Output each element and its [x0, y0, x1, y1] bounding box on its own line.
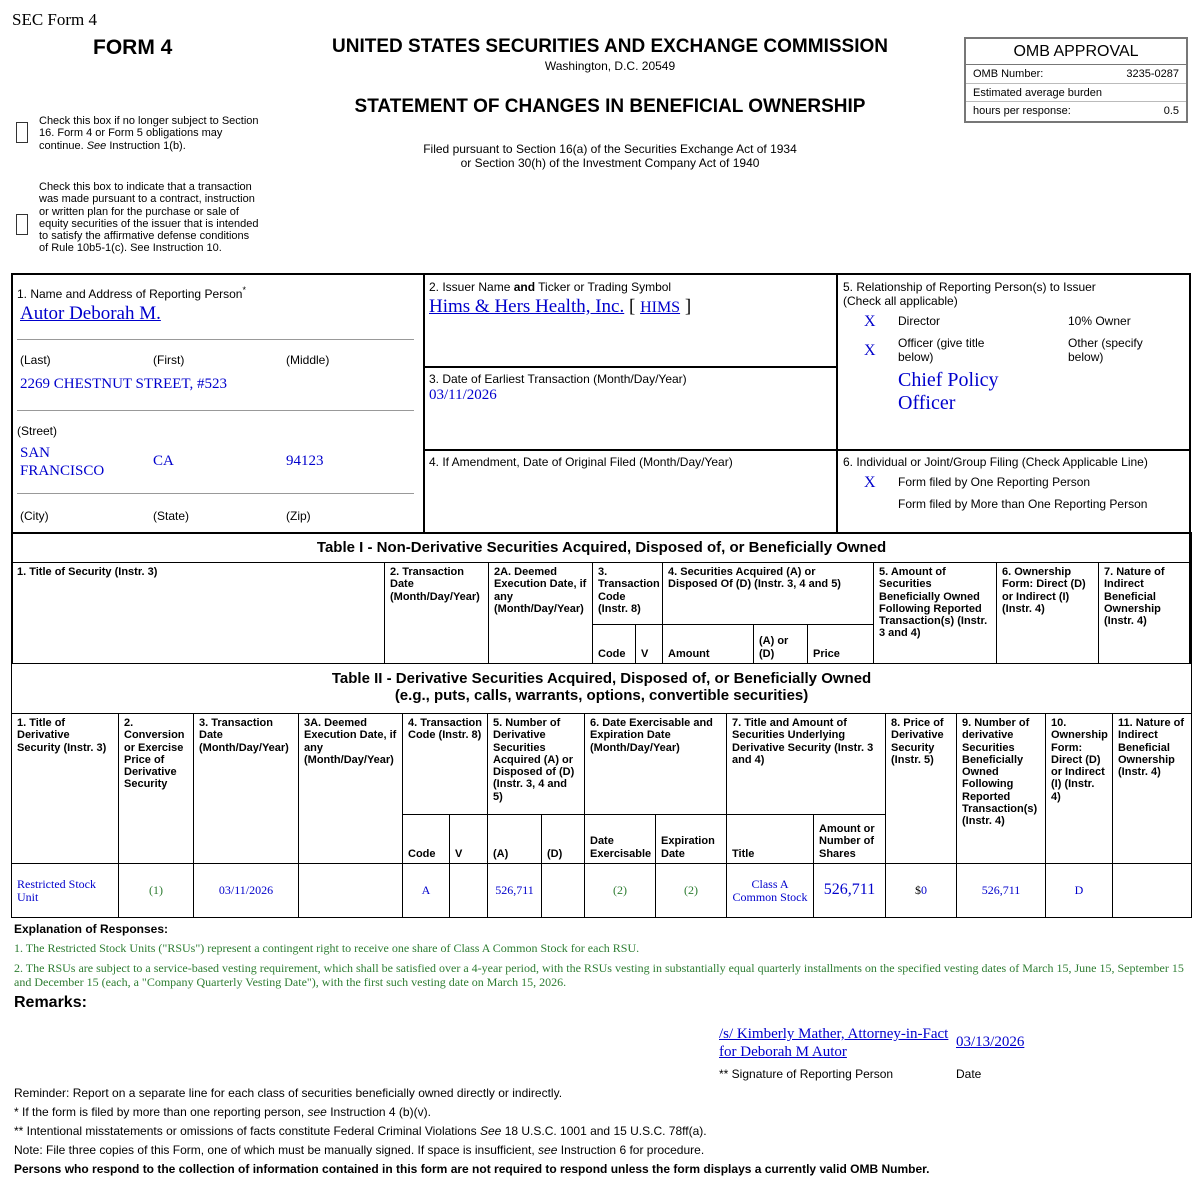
section16-text-main: Check this box if no longer subject to Section 16. Form 4 or Form 5 obligations may continue. — [39, 115, 259, 152]
box5-label — [843, 280, 1096, 308]
row-price — [886, 864, 957, 918]
signature-label: ** Signature of Reporting Person — [719, 1067, 894, 1081]
remarks-heading: Remarks: — [14, 994, 87, 1011]
rule10b5-text: Check this box to indicate that a transaction was made pursuant to a contract, instruction or written plan for the purchase or sale of equity securities of the issuer that is intended to satisfy the affirmative defense conditions of Rule 10b5-1(c). See Instruction 10. — [39, 181, 259, 255]
footer-note-3-see: see — [538, 1143, 558, 1157]
row-transaction-date: 03/11/2026 — [194, 864, 299, 918]
box2-label-and: and — [513, 280, 536, 294]
box1-asterisk: * — [242, 285, 246, 295]
one-person-mark[interactable]: X — [864, 474, 876, 491]
table1-sub-price: Price — [808, 625, 874, 664]
table2-sub-title: Title — [727, 815, 814, 864]
divider-col-2 — [836, 273, 838, 532]
table2-header-price: 8. Price of Derivative Security (Instr. 5) — [886, 714, 957, 864]
table-1 — [11, 532, 1192, 664]
state-value: CA — [153, 453, 174, 469]
section16-checkbox[interactable] — [16, 122, 28, 143]
signature-date-label: Date — [956, 1067, 982, 1081]
officer-title-value: Chief Policy Officer — [898, 369, 999, 414]
table2-header-code: 4. Transaction Code (Instr. 8) — [403, 714, 488, 815]
table2-header-exercisable: 6. Date Exercisable and Expiration Date (Month/Day/Year) — [585, 714, 727, 815]
table2-header-number: 5. Number of Derivative Securities Acquired (A) or Disposed of (D) (Instr. 3, 4 and 5) — [488, 714, 585, 815]
box1-label-text: 1. Name and Address of Reporting Person — [17, 287, 243, 301]
table1-sub-v: V — [636, 625, 663, 664]
section16-instruction: Instruction 1(b). — [109, 139, 186, 152]
row-code: A — [403, 864, 450, 918]
row-expiration-footnote: (2) — [656, 864, 727, 918]
table1-sub-amount: Amount — [663, 625, 754, 664]
footer-note-3-text: Note: File three copies of this Form, one of which must be manually signed. If space is insufficient, — [14, 1143, 535, 1157]
table2-sub-expiration: Expiration Date — [656, 815, 727, 864]
ticker-bracket-open: [ — [628, 296, 636, 317]
omb-number-row — [966, 65, 1186, 83]
footer-note-3-instruction: Instruction 6 for procedure. — [560, 1143, 705, 1157]
footer-note-1-instruction: Instruction 4 (b)(v). — [330, 1105, 431, 1119]
sec-form-label: SEC Form 4 — [12, 10, 98, 29]
footer-reminder: Reminder: Report on a separate line for each class of securities beneficially owned directly or indirectly. — [14, 1086, 563, 1100]
section16-text — [39, 115, 259, 152]
omb-row-label: hours per response: — [973, 105, 1071, 117]
table2-title-line1: Table II - Derivative Securities Acquired, Disposed of, or Beneficially Owned — [331, 670, 872, 687]
footer-note-2-citation: 18 U.S.C. 1001 and 15 U.S.C. 78ff(a). — [504, 1124, 707, 1138]
state-label: (State) — [153, 509, 190, 523]
first-label: (First) — [153, 353, 185, 367]
table2-sub-a: (A) — [488, 815, 542, 864]
table2-sub-v: V — [450, 815, 488, 864]
footer-note-2-see: See — [480, 1124, 502, 1138]
row-ownership-form: D — [1046, 864, 1113, 918]
more-persons-label: Form filed by More than One Reporting Person — [898, 497, 1148, 511]
table1-header-date: 2. Transaction Date (Month/Day/Year) — [385, 563, 489, 664]
divider-col-1 — [423, 273, 425, 532]
table2-header-deemed: 3A. Deemed Execution Date, if any (Month/Day/Year) — [299, 714, 403, 864]
box5-label-line1: 5. Relationship of Reporting Person(s) to Issuer — [843, 280, 1096, 294]
table2-title — [12, 664, 1192, 714]
statement-title: STATEMENT OF CHANGES IN BENEFICIAL OWNERSHIP — [354, 96, 866, 117]
omb-row-value: 3235-0287 — [1126, 68, 1179, 80]
footer-note-2-text: ** Intentional misstatements or omissions of facts constitute Federal Criminal Violations — [14, 1124, 477, 1138]
box5-label-line2: (Check all applicable) — [843, 294, 958, 308]
row-owned: 526,711 — [957, 864, 1046, 918]
table2-header-title: 1. Title of Derivative Security (Instr. 3) — [12, 714, 119, 864]
box2-label-pre: 2. Issuer Name — [429, 280, 514, 294]
box1-label — [17, 283, 246, 301]
box6-label: 6. Individual or Joint/Group Filing (Check Applicable Line) — [843, 455, 1148, 469]
table1-header-ownership: 6. Ownership Form: Direct (D) or Indirect (I) (Instr. 4) — [997, 563, 1099, 664]
one-person-label: Form filed by One Reporting Person — [898, 475, 1091, 489]
city-value: SAN FRANCISCO — [20, 445, 105, 479]
table1-header-nature: 7. Nature of Indirect Beneficial Ownership (Instr. 4) — [1099, 563, 1192, 664]
footer-note-1-see: see — [307, 1105, 327, 1119]
table2-header-form: 10. Ownership Form: Direct (D) or Indirect (I) (Instr. 4) — [1046, 714, 1113, 864]
other-label: Other (specify below) — [1068, 336, 1143, 364]
section16-see: See — [86, 139, 107, 152]
row-underlying-title: Class A Common Stock — [727, 864, 814, 918]
table2-header-underlying: 7. Title and Amount of Securities Underlying Derivative Security (Instr. 3 and 4) — [727, 714, 886, 815]
box2-label-post: Ticker or Trading Symbol — [535, 280, 672, 294]
rule10b5-checkbox[interactable] — [16, 214, 28, 235]
footer-omb-notice: Persons who respond to the collection of information contained in this form are not required to respond unless the form displays a currently valid OMB Number. — [14, 1162, 930, 1176]
table2-sub-d: (D) — [542, 815, 585, 864]
row-price-symbol: $ — [915, 883, 921, 898]
row-exercisable-footnote: (2) — [585, 864, 656, 918]
omb-hours-row — [966, 101, 1186, 119]
row-disposed — [542, 864, 585, 918]
row-v — [450, 864, 488, 918]
officer-mark[interactable]: X — [864, 342, 876, 359]
table1-sub-a-or-d: (A) or (D) — [754, 625, 808, 664]
omb-row-label: OMB Number: — [973, 68, 1044, 80]
box4-label: 4. If Amendment, Date of Original Filed (Month/Day/Year) — [429, 455, 733, 469]
divider-box3-box4 — [423, 449, 1191, 451]
ten-pct-owner-label: 10% Owner — [1068, 314, 1131, 328]
omb-row-label: Estimated average burden — [973, 87, 1103, 99]
form-title: FORM 4 — [93, 36, 173, 59]
row-nature — [1113, 864, 1192, 918]
omb-row-value: 0.5 — [1163, 105, 1179, 117]
table2-sub-shares: Amount or Number of Shares — [814, 815, 886, 864]
signature-date-link[interactable]: 03/13/2026 — [956, 1034, 1025, 1050]
table1-title: Table I - Non-Derivative Securities Acquired, Disposed of, or Beneficially Owned — [12, 533, 1192, 563]
table2-sub-exercisable: Date Exercisable — [585, 815, 656, 864]
city-label: (City) — [20, 509, 49, 523]
table1-header-amount: 5. Amount of Securities Beneficially Owned Following Reported Transaction(s) (Instr. 3 and 4) — [874, 563, 997, 664]
ticker-link[interactable]: HIMS — [640, 299, 681, 316]
table2-header-nature: 11. Nature of Indirect Beneficial Ownership (Instr. 4) — [1113, 714, 1192, 864]
issuer-line — [429, 296, 691, 318]
reporting-person-link[interactable]: Autor Deborah M. — [20, 303, 161, 324]
table2-header-date: 3. Transaction Date (Month/Day/Year) — [194, 714, 299, 864]
footer-note-1-text: * If the form is filed by more than one reporting person, — [14, 1105, 305, 1119]
table1-header-title: 1. Title of Security (Instr. 3) — [12, 563, 385, 664]
commission-title: UNITED STATES SECURITIES AND EXCHANGE COMMISSION — [332, 36, 888, 57]
box1-street-underline — [17, 410, 414, 411]
street-value: 2269 CHESTNUT STREET, #523 — [20, 376, 227, 392]
table2-header-conversion: 2. Conversion or Exercise Price of Derivative Security — [119, 714, 194, 864]
row-underlying-amount: 526,711 — [814, 864, 886, 918]
earliest-transaction-date: 03/11/2026 — [429, 387, 497, 403]
row-conversion-footnote: (1) — [119, 864, 194, 918]
signature-link[interactable]: /s/ Kimberly Mather, Attorney-in-Fact for Deborah M Autor — [719, 1026, 949, 1060]
director-label: Director — [898, 314, 941, 328]
director-mark[interactable]: X — [864, 313, 876, 330]
zip-label: (Zip) — [286, 509, 311, 523]
row-price-value: 0 — [921, 883, 927, 898]
row-deemed-date — [299, 864, 403, 918]
commission-location: Washington, D.C. 20549 — [544, 59, 676, 73]
top-border — [11, 273, 1191, 275]
footer-note-1 — [14, 1105, 431, 1119]
issuer-name-link[interactable]: Hims & Hers Health, Inc. — [429, 296, 625, 317]
table-row — [12, 864, 1192, 918]
table2-title-line2: (e.g., puts, calls, warrants, options, convertible securities) — [394, 687, 809, 704]
table1-header-code: 3. Transaction Code (Instr. 8) — [593, 563, 663, 625]
table1-sub-code: Code — [593, 625, 636, 664]
omb-title: OMB APPROVAL — [966, 39, 1186, 65]
explanation-heading: Explanation of Responses: — [14, 922, 169, 936]
box1-city-underline — [17, 493, 414, 494]
row-acquired: 526,711 — [488, 864, 542, 918]
filed-line-2: or Section 30(h) of the Investment Company Act of 1940 — [460, 156, 760, 170]
officer-label: Officer (give title below) — [898, 336, 985, 364]
table2-header-owned: 9. Number of derivative Securities Beneficially Owned Following Reported Transaction(s) (Instr. 4) — [957, 714, 1046, 864]
footer-note-2 — [14, 1124, 707, 1138]
footnote-1: 1. The Restricted Stock Units ("RSUs") represent a contingent right to receive one share of Class A Common Stock for each RSU. — [14, 941, 640, 955]
last-label: (Last) — [20, 353, 51, 367]
omb-approval-box — [964, 37, 1188, 123]
box1-name-underline — [17, 339, 414, 340]
footnote-2: 2. The RSUs are subject to a service-based vesting requirement, which shall be satisfied over a 4-year period, with the RSUs vesting in substantially equal quarterly installments on the specified vesting dates of March 15, June 15, September 15 and December 15 (each, a "Company Quarterly Vesting Date"), with the first such vesting date on March 15, 2026. — [14, 961, 1184, 989]
middle-label: (Middle) — [286, 353, 330, 367]
table1-header-deemed: 2A. Deemed Execution Date, if any (Month/Day/Year) — [489, 563, 593, 664]
filed-pursuant — [300, 142, 920, 170]
zip-value: 94123 — [286, 453, 324, 469]
filed-line-1: Filed pursuant to Section 16(a) of the Securities Exchange Act of 1934 — [423, 142, 797, 156]
footer-note-3 — [14, 1143, 704, 1157]
box2-label — [429, 280, 671, 294]
table1-header-acquired: 4. Securities Acquired (A) or Disposed Of (D) (Instr. 3, 4 and 5) — [663, 563, 874, 625]
street-label: (Street) — [17, 424, 58, 438]
omb-burden-row — [966, 83, 1186, 101]
row-security-title: Restricted Stock Unit — [12, 864, 119, 918]
table-2 — [11, 663, 1192, 918]
divider-box2-box3 — [423, 366, 838, 368]
table2-sub-code: Code — [403, 815, 450, 864]
box3-label: 3. Date of Earliest Transaction (Month/Day/Year) — [429, 372, 687, 386]
ticker-bracket-close: ] — [684, 296, 692, 317]
